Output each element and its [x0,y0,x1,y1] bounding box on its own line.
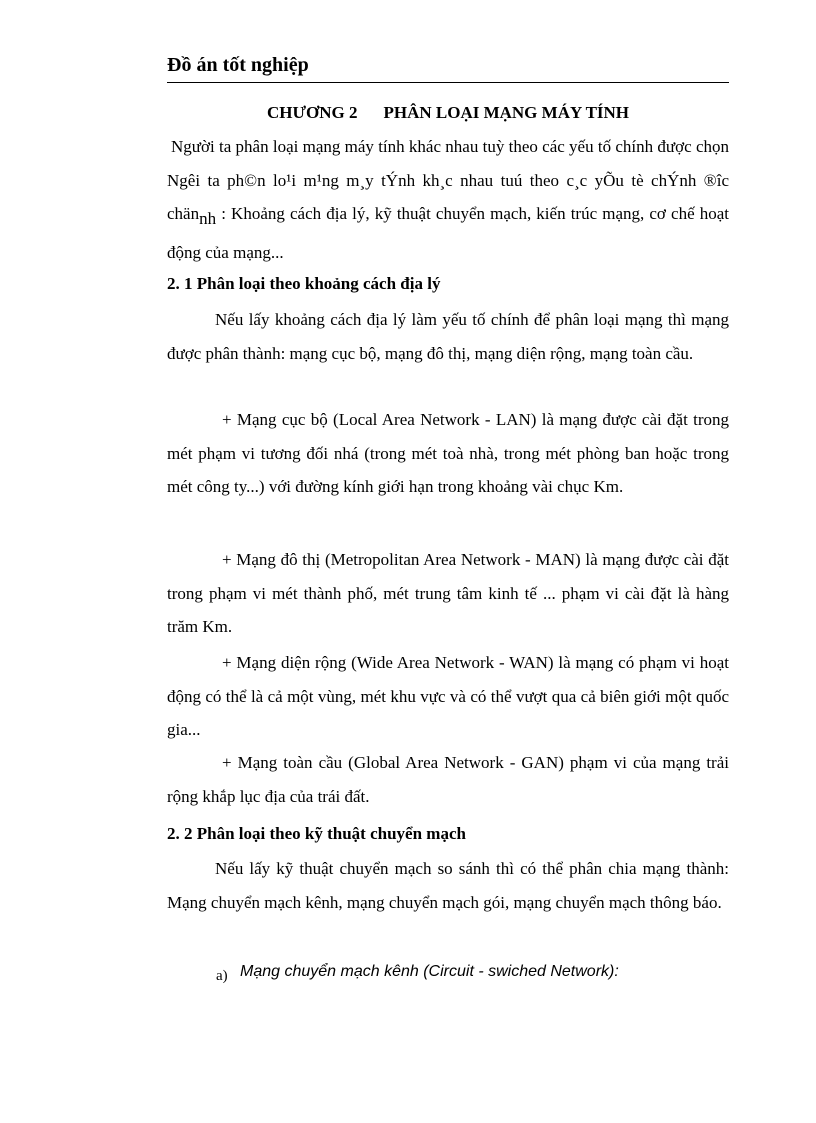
section-heading-2-2: 2. 2 Phân loại theo kỹ thuật chuyển mạch [167,824,466,843]
header-rule [167,82,729,83]
intro-paragraph [167,130,729,269]
chapter-name: PHÂN LOẠI MẠNG MÁY TÍNH [383,103,630,122]
chapter-title [167,101,729,125]
list-item-a [216,958,619,989]
intro-text-b: : Khoảng cách địa lý, kỹ thuật chuyển mạch, kiến trúc mạng, cơ chế hoạt động của mạng... [167,204,729,262]
section1-paragraph-man: + Mạng đô thị (Metropolitan Area Network - MAN) là mạng được cài đặt trong phạm vi mét thành phố, mét trung tâm kinh tế ... phạm vi cài đặt là hàng trăm Km. [167,550,729,636]
intro-text-a: Người ta phân loại mạng máy tính khác nhau tuỳ theo các yếu tố chính được chọn Ngêi ta ph©n lo¹i m¹ng m¸y tÝnh kh¸c nhau tuú theo c¸c yÕu tè chÝnh ®îc chän [167,137,729,223]
section-heading-2-1: 2. 1 Phân loại theo khoảng cách địa lý [167,274,441,293]
section2-paragraph-1: Nếu lấy kỹ thuật chuyển mạch so sánh thì có thể phân chia mạng thành: Mạng chuyển mạch kênh, mạng chuyển mạch gói, mạng chuyển mạch thông báo. [167,859,729,912]
document-header: Đồ án tốt nghiệp [167,54,309,76]
section1-paragraph-gan: + Mạng toàn cầu (Global Area Network - GAN) phạm vi của mạng trải rộng khắp lục địa của trái đất. [167,753,729,806]
section1-paragraph-wan: + Mạng diện rộng (Wide Area Network - WAN) là mạng có phạm vi hoạt động có thể là cả một vùng, mét khu vực và có thể vượt qua cả biên giới một quốc gia... [167,653,729,739]
section1-paragraph-lan: + Mạng cục bộ (Local Area Network - LAN) là mạng được cài đặt trong mét phạm vi tương đối nhá (trong mét toà nhà, trong mét phòng ban hoặc trong mét công ty...) với đường kính giới hạn trong khoảng vài chục Km. [167,410,729,496]
list-item-a-text: Mạng chuyển mạch kênh (Circuit - swiched Network): [240,963,619,980]
chapter-number: CHƯƠNG 2 [266,103,358,122]
intro-subscript: nh [199,209,217,228]
section1-paragraph-1: Nếu lấy khoảng cách địa lý làm yếu tố chính để phân loại mạng thì mạng được phân thành: mạng cục bộ, mạng đô thị, mạng diện rộng, mạng toàn cầu. [167,310,729,363]
list-marker: a) [216,968,228,984]
